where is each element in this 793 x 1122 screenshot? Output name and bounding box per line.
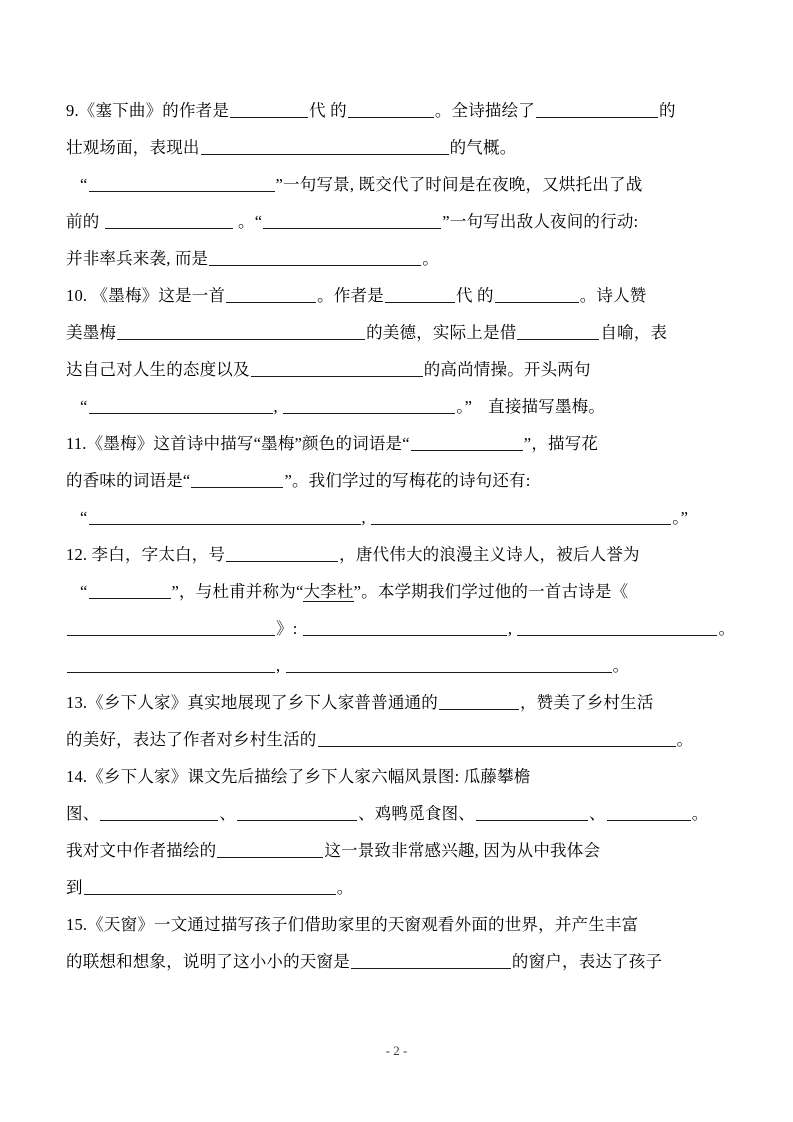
question-text: 13.《乡下人家》真实地展现了乡下人家普普通通的 bbox=[66, 693, 438, 712]
question-text: “ bbox=[80, 175, 88, 194]
fill-in-blank[interactable] bbox=[517, 325, 599, 340]
question-text: 前的 bbox=[66, 212, 104, 231]
question-text: 14.《乡下人家》课文先后描绘了乡下人家六幅风景图: 瓜藤攀檐 bbox=[66, 767, 531, 786]
question-text: 。 bbox=[422, 249, 439, 268]
question-text: ，唐代伟大的浪漫主义诗人，被后人誉为 bbox=[339, 545, 640, 564]
fill-in-blank[interactable] bbox=[536, 103, 658, 118]
fill-in-blank[interactable] bbox=[117, 325, 365, 340]
fill-in-blank[interactable] bbox=[84, 880, 336, 895]
question-line bbox=[66, 832, 726, 869]
fill-in-blank[interactable] bbox=[89, 584, 171, 599]
question-text: 、 bbox=[589, 804, 606, 823]
fill-in-blank[interactable] bbox=[201, 140, 449, 155]
fill-in-blank[interactable] bbox=[476, 806, 588, 821]
question-text: ，赞美了乡村生活 bbox=[519, 693, 654, 712]
fill-in-blank[interactable] bbox=[191, 473, 283, 488]
question-text: , bbox=[276, 656, 285, 675]
question-text: 。” bbox=[456, 397, 473, 416]
question-text: 直接描写墨梅。 bbox=[488, 397, 606, 416]
question-line bbox=[66, 906, 726, 943]
question-text: 。 bbox=[691, 804, 709, 823]
question-line bbox=[66, 499, 726, 536]
fill-in-blank[interactable] bbox=[89, 177, 275, 192]
question-q13 bbox=[66, 684, 726, 758]
fill-in-blank[interactable] bbox=[283, 399, 455, 414]
question-q15 bbox=[66, 906, 726, 980]
fill-in-blank[interactable] bbox=[318, 732, 676, 747]
question-text: 的联想和想象，说明了这小小的天窗是 bbox=[66, 952, 350, 971]
question-text: 12. 李白，字太白，号 bbox=[66, 545, 226, 564]
fill-in-blank[interactable] bbox=[237, 806, 357, 821]
question-line bbox=[66, 795, 726, 832]
question-line bbox=[66, 462, 726, 499]
fill-in-blank[interactable] bbox=[348, 103, 434, 118]
question-text: 自喻，表 bbox=[600, 323, 668, 342]
fill-in-blank[interactable] bbox=[286, 658, 612, 673]
question-list bbox=[66, 92, 736, 980]
question-text: 的高尚情操。开头两句 bbox=[423, 360, 591, 379]
question-line bbox=[66, 314, 726, 351]
question-text: 的香味的词语是“ bbox=[66, 471, 191, 490]
question-line bbox=[66, 166, 726, 203]
question-text: 的美好，表达了作者对乡村生活的 bbox=[66, 730, 317, 749]
question-text: 。全诗描绘了 bbox=[434, 101, 536, 120]
fill-in-blank[interactable] bbox=[385, 288, 455, 303]
question-text: 。 bbox=[676, 730, 694, 749]
question-line bbox=[66, 240, 726, 277]
question-text: 。 bbox=[336, 878, 354, 897]
question-line bbox=[66, 869, 726, 906]
fill-in-blank[interactable] bbox=[251, 362, 423, 377]
question-line bbox=[66, 129, 726, 166]
question-text: 代 的 bbox=[309, 101, 347, 120]
question-text: 。 bbox=[612, 656, 630, 675]
question-text: “ bbox=[80, 508, 88, 527]
question-q9 bbox=[66, 92, 726, 277]
question-text: , bbox=[361, 508, 371, 527]
question-line bbox=[66, 610, 736, 647]
question-line bbox=[66, 721, 726, 758]
fill-in-blank[interactable] bbox=[351, 954, 511, 969]
question-text: , bbox=[507, 619, 517, 638]
question-text: 、 bbox=[219, 804, 237, 823]
question-line bbox=[66, 388, 726, 425]
fill-in-blank[interactable] bbox=[226, 547, 338, 562]
question-text: ”一句写出敌人夜间的行动: bbox=[442, 212, 639, 231]
question-text: 代 的 bbox=[455, 286, 494, 305]
question-line bbox=[66, 425, 726, 462]
question-text: 这一景致非常感兴趣, 因为从中我体会 bbox=[324, 841, 601, 860]
question-line bbox=[66, 536, 726, 573]
question-line bbox=[66, 647, 726, 684]
question-line bbox=[66, 92, 726, 129]
question-text: 》: bbox=[276, 619, 302, 638]
question-line bbox=[66, 758, 726, 795]
question-text: 的气概。 bbox=[449, 138, 517, 157]
question-text: ”。我们学过的写梅花的诗句还有: bbox=[284, 471, 531, 490]
question-text: 的 bbox=[659, 101, 676, 120]
question-line bbox=[66, 351, 726, 388]
question-q14 bbox=[66, 758, 726, 906]
question-text: “ bbox=[80, 397, 88, 416]
question-text: 美墨梅 bbox=[66, 323, 117, 342]
fill-in-blank[interactable] bbox=[209, 251, 421, 266]
question-text: 的美德，实际上是借 bbox=[366, 323, 517, 342]
fill-in-blank[interactable] bbox=[100, 806, 218, 821]
question-text: ”。本学期我们学过他的一首古诗是《 bbox=[353, 582, 629, 601]
question-text: 。作者是 bbox=[317, 286, 384, 305]
question-line bbox=[66, 203, 726, 240]
fill-in-blank[interactable] bbox=[517, 621, 717, 636]
fill-in-blank[interactable] bbox=[495, 288, 579, 303]
question-text: 10. 《墨梅》这是一首 bbox=[66, 286, 226, 305]
fill-in-blank[interactable] bbox=[67, 621, 275, 636]
question-text: ”一句写景, 既交代了时间是在夜晚，又烘托出了战 bbox=[275, 175, 643, 194]
question-q11 bbox=[66, 425, 726, 536]
fill-in-blank[interactable] bbox=[89, 399, 273, 414]
fill-in-blank[interactable] bbox=[439, 695, 519, 710]
question-q10 bbox=[66, 277, 726, 425]
question-text: 我对文中作者描绘的 bbox=[66, 841, 217, 860]
fill-in-blank[interactable] bbox=[371, 510, 671, 525]
question-text: 9.《塞下曲》的作者是 bbox=[66, 101, 230, 120]
fill-in-blank[interactable] bbox=[89, 510, 361, 525]
fill-in-blank[interactable] bbox=[226, 288, 316, 303]
question-line bbox=[66, 684, 726, 721]
fill-in-blank[interactable] bbox=[67, 658, 275, 673]
question-line bbox=[66, 573, 726, 610]
question-text: ”，描写花 bbox=[523, 434, 599, 453]
question-text: 图、 bbox=[66, 804, 100, 823]
fill-in-blank[interactable] bbox=[263, 214, 441, 229]
question-text: 11.《墨梅》这首诗中描写“墨梅”颜色的词语是“ bbox=[66, 434, 410, 453]
question-text: 。” bbox=[672, 508, 689, 527]
page-number: - 2 - bbox=[385, 1043, 408, 1058]
question-text: 。 bbox=[718, 619, 736, 638]
question-q12 bbox=[66, 536, 736, 684]
question-text: , bbox=[273, 397, 283, 416]
question-line bbox=[66, 277, 726, 314]
question-text: 、鸡鸭觅食图、 bbox=[358, 804, 476, 823]
emphasized-text: 大李杜 bbox=[303, 582, 354, 601]
fill-in-blank[interactable] bbox=[411, 436, 523, 451]
question-text: ”，与杜甫并称为“ bbox=[171, 582, 304, 601]
question-text: “ bbox=[80, 582, 88, 601]
fill-in-blank[interactable] bbox=[230, 103, 308, 118]
question-text: 15.《天窗》一文通过描写孩子们借助家里的天窗观看外面的世界，并产生丰富 bbox=[66, 915, 639, 934]
fill-in-blank[interactable] bbox=[303, 621, 507, 636]
question-text: 到 bbox=[66, 878, 83, 897]
question-text: 。诗人赞 bbox=[579, 286, 647, 305]
fill-in-blank[interactable] bbox=[217, 843, 323, 858]
fill-in-blank[interactable] bbox=[105, 214, 233, 229]
question-line bbox=[66, 943, 726, 980]
question-text: 。“ bbox=[233, 212, 263, 231]
question-text: 达自己对人生的态度以及 bbox=[66, 360, 250, 379]
question-text: 并非率兵来袭, 而是 bbox=[66, 249, 209, 268]
question-text: 的窗户，表达了孩子 bbox=[511, 952, 663, 971]
question-text: 壮观场面，表现出 bbox=[66, 138, 200, 157]
fill-in-blank[interactable] bbox=[607, 806, 691, 821]
